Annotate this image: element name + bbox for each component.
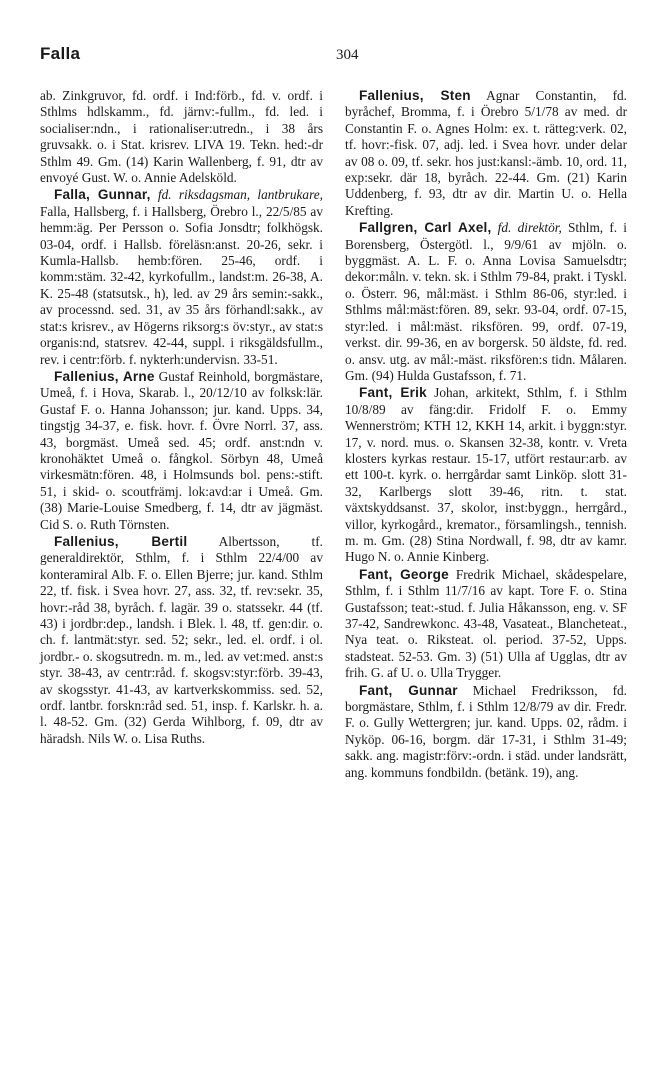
entry-text: ab. Zinkgruvor, fd. ordf. i Ind:förb., fd. v. ordf. i Sthlms hdlskamm., fd. järnv:-fullm., fd. led. i socialiser:ndn., i rationaliser:utredn., i 38 års gruvsakk. o. i Stat. krisrev. LIVA 19. Tekn. hed:-dr Sthlm 49. Gm. (14) Karin Wallenberg, f. 91, dtr av envoyé Gust. W. o. Annie Adelsköld. bbox=[40, 88, 323, 186]
entry-text: Fredrik Michael, skådespelare, Sthlm, f. i Sthlm 11/7/16 av kapt. Tore F. o. Stina Gustafsson; teat:-stud. f. Julia Håkansson, eng. v. SF 37-42, Sandrewkonc. 43-48, Vasateat., Blancheteat., Nya teat. o. Riksteat. ol. period. 37-52, Upps. stadsteat. 52-53. Gm. 3) (51) Ulla af Ugglas, dtr av frih. G. af U. o. Ulla Trygger. bbox=[345, 566, 627, 681]
entry-text: Falla, Hallsberg, f. i Hallsberg, Örebro l., 22/5/85 av hemm:äg. Per Persson o. Sofia Jonsdtr; folkhögsk. 03-04, ordf. i Hallsb. föreläsn:anst. 20-26, sekr. i Kumla-Hallsb. hemb:fören. 25-46, ordf. i komm:stäm. 32-42, kyrkofullm., landst:m. 26-38, A. K. 25-48 (statsutsk., h), led. av 29 års semin:-sakk., av processnd. sed. 31, av 35 års förhandl:sakk., av stat:s krisrev., av Högerns riksorg:s öv:styr., av stat:s organis:nd, statsrev. 42-44, suppl. i riksgäldsfullm., rev. i centr:förb. f. nykterh:undervisn. 33-51. bbox=[40, 203, 323, 367]
entry-surname: Fant, bbox=[359, 566, 393, 582]
entry-text: Gustaf Reinhold, borgmästare, Umeå, f. i Hova, Skarab. l., 20/12/10 av folksk:lär. Gustaf F. o. Hanna Johansson; jur. kand. Upps. 34, tingstjg 34-37, e. fisk. hovr. f. Övre Norrl. 37, ass. 43, borgmäst. Umeå sed. 45; ordf. anst:ndn v. kronohäktet Umeå o. fångkol. Sörbyn 48, Umeå virkesmätn:fören. 48, i Holmsunds bol. pens:-stift. 51, i skid- o. scoutfrämj. lok:avd:ar i Umeå. Gm. (38) Marie-Louise Smedberg, f. 14, dtr av jägmäst. Cid S. o. Ruth Törnsten. bbox=[40, 368, 323, 532]
entry-given-name: Erik bbox=[392, 385, 427, 401]
entry-title: fd. riksdagsman, lantbrukare, bbox=[150, 187, 323, 203]
entry-text: Johan, arkitekt, Sthlm, f. i Sthlm 10/8/89 av fäng:dir. Fridolf F. o. Emmy Wennerström; KTH 12, KKH 14, arkit. i byggn:styr. 17, v. nord. mus. o. Skansen 32-38, kontr. v. Vreta klosters kyrkas restaur. 15-17, utfört restaur:arb. av ett 100-t. kyrk. o. herrgårdar samt Linköp. slott 31-32, Karlbergs slott 39-46, ritn. t. stat. växtskyddsanst. 37, skolor, inst:byggn., herrgård., villor, kyrkogård., kremator., församlingsh., tennish. m. m. Gm. (28) Stina Nordwall, f. 98, dtr av kamr. Hugo N. o. Annie Kinberg. bbox=[345, 385, 627, 565]
entry-given-name: Sten bbox=[423, 88, 471, 103]
entry-surname: Fallgren, bbox=[359, 220, 418, 236]
biography-entry bbox=[345, 88, 627, 219]
entry-text: Sthlm, f. i Borensberg, Östergötl. l., 9/9/61 av mjöln. o. byggmäst. A. L. F. o. Anna Lovisa Samuelsdtr; dekor:måln. v. tekn. sk. i Sthlm 79-84, prakt. i Tyskl. o. Österr. 96, mål:mäst. i Sthlm 86-06, styr:led. i Sthlms mål:mäst:fören. 89, sekr. 93-04, ordf. 07-15, styr:led. i mål:mäst. riksfören. 99, ordf. 07-19, verkst. dir. 99-36, en av borgersk. 50 äldste, fd. red. o. ansv. utg. av mål:-mäst. riksfören:s tidn. Målaren. Gm. (94) Hulda Gustafsson, f. 71. bbox=[345, 220, 628, 383]
biography-entry bbox=[40, 534, 323, 747]
right-column bbox=[345, 88, 627, 781]
biography-entry bbox=[40, 187, 323, 367]
left-column bbox=[40, 88, 323, 747]
page-header bbox=[40, 44, 616, 70]
entry-given-name: Carl Axel, bbox=[417, 220, 492, 236]
entry-surname: Fallenius, bbox=[54, 533, 119, 549]
page-number: 304 bbox=[336, 47, 359, 63]
biography-entry bbox=[345, 683, 627, 781]
biography-entry bbox=[345, 567, 627, 682]
entry-surname: Fallenius, bbox=[54, 368, 119, 384]
entry-surname: Falla, bbox=[54, 187, 90, 203]
biography-entry bbox=[345, 220, 627, 384]
running-head: Falla bbox=[40, 44, 81, 63]
entry-text: Agnar Constantin, fd. byråchef, Bromma, f. i Örebro 5/1/78 av med. dr Constantin F. o. Agnes Holm: ex. t. rätteg:verk. 02, tf. hovr:-fisk. 07, adj. led. i Svea hovr. under delar av 08 o. 09, tf. sekr. hos just:kansl:-ämb. 10, ord. 11, exp:sekr. där 18, byråch. 22-44. Gm. (21) Karin Uddenberg, f. 93, dtr av dir. Martin U. o. Hella Krefting. bbox=[345, 88, 627, 218]
entry-given-name: George bbox=[392, 566, 449, 582]
biography-entry bbox=[40, 88, 323, 186]
entry-text: Albertsson, tf. generaldirektör, Sthlm, f. i Sthlm 22/4/00 av konteramiral Alb. F. o. Ellen Bjerre; jur. kand. Sthlm 22, tf. fisk. i Svea hovr. 27, ass. 32, tf. rev:sekr. 35, hovr:-råd 38, byråch. f. lagär. 39 o. statssekr. 44 (tf. 43) i jordbr:dep., landsh. i Blek. l. 48, tf. gen:dir. o. ch. f. lantmät:styr. sed. 52; sekr., led. el. ordf. i ol. jordbr.- o. skogsutredn. m. m., led. av vet:med. anst:s styr. 38-43, av centr:råd. f. skogsv:styr:förb. 39-43, av skogsstyr. 41-43, av kartverkskommiss. sed. 52, ordf. lantbr. forskn:råd sed. 51, insp. f. Karlskr. h. a. l. 48-52. Gm. (32) Gerda Wihlborg, f. 09, dtr av häradsh. Nils W. o. Lisa Ruths. bbox=[40, 533, 323, 746]
entry-given-name: Gunnar bbox=[392, 682, 458, 698]
entry-title: fd. direktör, bbox=[491, 220, 562, 236]
entry-given-name: Arne bbox=[118, 368, 155, 384]
entry-given-name: Bertil bbox=[118, 533, 188, 549]
biography-entry bbox=[345, 385, 627, 565]
entry-surname: Fant, bbox=[359, 682, 393, 698]
entry-surname: Fant, bbox=[359, 385, 393, 401]
entry-surname: Fallenius, bbox=[359, 88, 424, 103]
entry-text: Michael Fredriksson, fd. borgmästare, Sthlm, f. i Sthlm 12/8/79 av dir. Fredr. F. o. Gully Wettergren; jur. kand. Upps. 02, rådm. i Nyköp. 06-16, borgm. där 17-31, i Sthlm 31-49; sakk. ang. magistr:förv:-ordn. i städ. under landsrätt, ang. kommuns fondbildn. (betänk. 19), ang. bbox=[345, 682, 627, 780]
entry-given-name: Gunnar, bbox=[89, 187, 151, 203]
biography-entry bbox=[40, 369, 323, 533]
